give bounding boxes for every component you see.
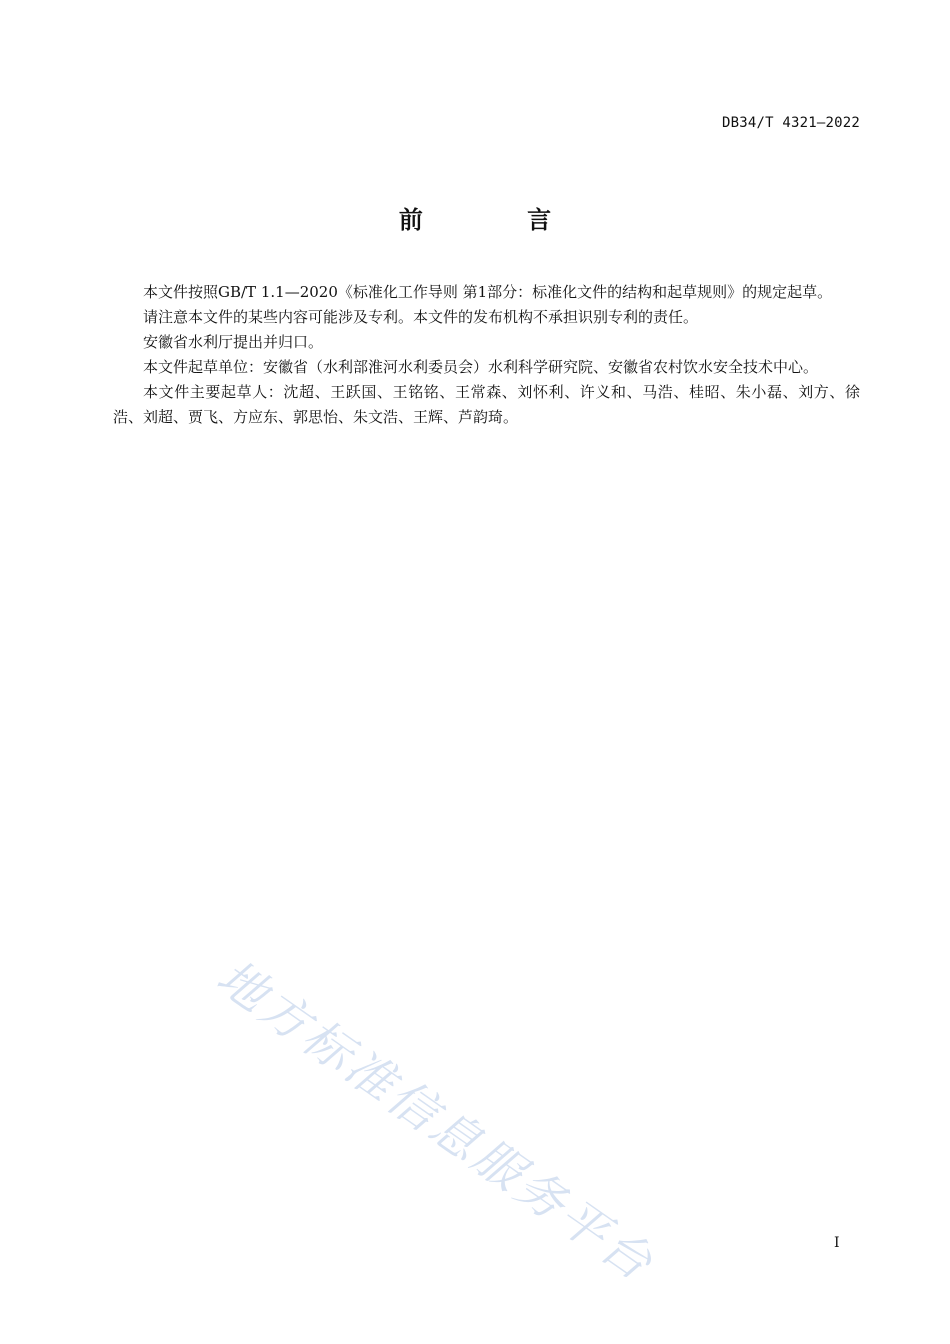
page-number: I xyxy=(834,1235,840,1251)
paragraph-drafters: 本文件主要起草人：沈超、王跃国、王铭铭、王常森、刘怀利、许义和、马浩、桂昭、朱小磊、刘方、徐浩、刘超、贾飞、方应东、郭思怡、朱文浩、王辉、芦韵琦。 xyxy=(113,383,860,426)
document-code: DB34/T 4321—2022 xyxy=(721,115,860,131)
paragraph-drafting-units: 本文件起草单位：安徽省（水利部淮河水利委员会）水利科学研究院、安徽省农村饮水安全技术中心。 xyxy=(143,358,819,376)
page-title: 前 言 xyxy=(398,206,600,234)
watermark-text: 地方标准信息服务平台 xyxy=(206,949,665,1294)
paragraph-proposer: 安徽省水利厅提出并归口。 xyxy=(143,333,324,351)
paragraph-drafting-rules: 本文件按照GB/T 1.1—2020《标准化工作导则 第1部分：标准化文件的结构和起草规则》的规定起草。 xyxy=(143,283,833,301)
body-text xyxy=(113,280,860,430)
paragraph-patent-notice: 请注意本文件的某些内容可能涉及专利。本文件的发布机构不承担识别专利的责任。 xyxy=(143,308,699,326)
